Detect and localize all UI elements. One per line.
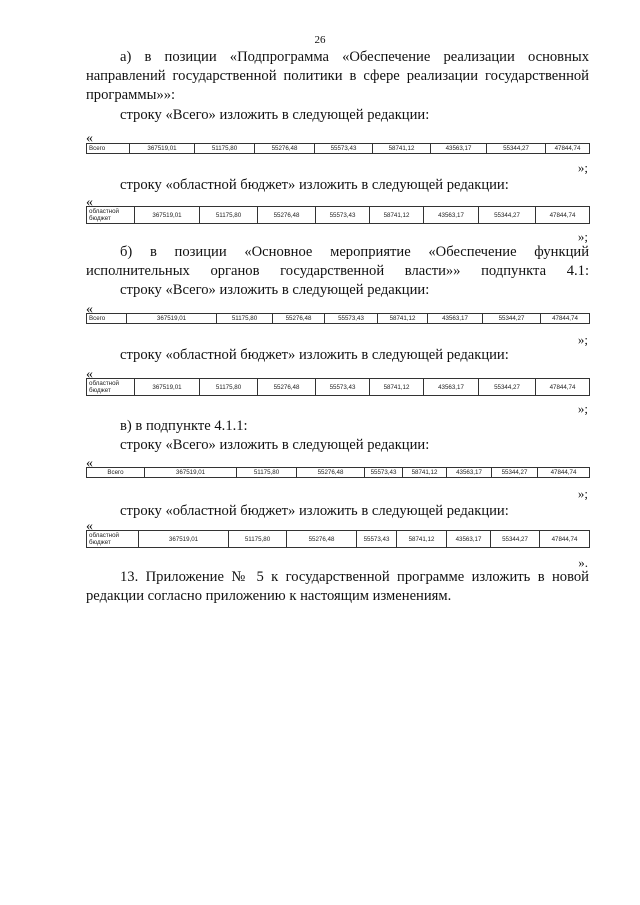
table-regional-3 xyxy=(86,530,590,548)
cell-value: 51175,80 xyxy=(217,314,273,324)
row-label: областной бюджет xyxy=(87,207,135,224)
cell-value: 55344,27 xyxy=(479,379,536,396)
close-quote-5: »; xyxy=(577,486,588,501)
item-a-text: а) в позиции «Подпрограмма «Обеспечение реализации основных направлений государственной политики в сфере реализации государственной программы»»: xyxy=(86,49,589,103)
close-quote-1: »; xyxy=(577,160,588,175)
cell-value: 55344,27 xyxy=(492,468,538,478)
cell-value: 47844,74 xyxy=(540,531,590,548)
row-label: областной бюджет xyxy=(87,531,139,548)
close-quote-4: »; xyxy=(577,401,588,416)
cell-value: 43563,17 xyxy=(431,144,487,154)
row-label: областной бюджет xyxy=(87,379,135,396)
cell-value: 58741,12 xyxy=(373,144,431,154)
regional-line-1: строку «областной бюджет» изложить в следующей редакции: xyxy=(120,177,509,193)
table-regional-2 xyxy=(86,378,590,396)
cell-value: 58741,12 xyxy=(370,379,424,396)
cell-value: 55573,43 xyxy=(325,314,378,324)
cell-value: 367519,01 xyxy=(145,468,237,478)
item-c-text: в) в подпункте 4.1.1: xyxy=(120,418,248,434)
cell-value: 55276,48 xyxy=(287,531,357,548)
cell-value: 47844,74 xyxy=(541,314,590,324)
close-quote-3: »; xyxy=(577,332,588,347)
total-line-2: строку «Всего» изложить в следующей редакции: xyxy=(120,282,430,298)
cell-value: 55344,27 xyxy=(491,531,540,548)
cell-value: 55573,43 xyxy=(316,379,370,396)
cell-value: 51175,80 xyxy=(200,207,258,224)
cell-value: 367519,01 xyxy=(139,531,229,548)
table-total-3 xyxy=(86,467,590,478)
cell-value: 55276,48 xyxy=(255,144,315,154)
cell-value: 43563,17 xyxy=(428,314,483,324)
regional-line-3: строку «областной бюджет» изложить в следующей редакции: xyxy=(120,503,509,519)
open-quote-4: « xyxy=(86,367,93,382)
open-quote-3: « xyxy=(86,302,93,317)
item-13-text: 13. Приложение № 5 к государственной программе изложить в новой редакции согласно приложению к настоящим изменениям. xyxy=(86,569,589,604)
cell-value: 47844,74 xyxy=(546,144,590,154)
cell-value: 55344,27 xyxy=(483,314,541,324)
item-b-paragraph xyxy=(86,243,589,281)
cell-value: 43563,17 xyxy=(424,379,479,396)
open-quote-2: « xyxy=(86,195,93,210)
cell-value: 55276,48 xyxy=(273,314,325,324)
close-quote-2: »; xyxy=(577,229,588,244)
cell-value: 367519,01 xyxy=(135,207,200,224)
cell-value: 47844,74 xyxy=(538,468,590,478)
cell-value: 55344,27 xyxy=(479,207,536,224)
row-label: Всего xyxy=(87,314,127,324)
open-quote-5: « xyxy=(86,456,93,471)
cell-value: 43563,17 xyxy=(447,468,492,478)
total-line-1: строку «Всего» изложить в следующей редакции: xyxy=(120,107,430,123)
cell-value: 43563,17 xyxy=(424,207,479,224)
row-label: Всего xyxy=(87,468,145,478)
row-label: Всего xyxy=(87,144,130,154)
table-regional-1 xyxy=(86,206,590,224)
cell-value: 58741,12 xyxy=(370,207,424,224)
table-total-2 xyxy=(86,313,590,324)
cell-value: 367519,01 xyxy=(130,144,195,154)
cell-value: 367519,01 xyxy=(135,379,200,396)
cell-value: 47844,74 xyxy=(536,207,590,224)
cell-value: 58741,12 xyxy=(378,314,428,324)
regional-line-2: строку «областной бюджет» изложить в следующей редакции: xyxy=(120,347,509,363)
cell-value: 55276,48 xyxy=(258,379,316,396)
cell-value: 55573,43 xyxy=(357,531,397,548)
item-a-paragraph xyxy=(86,48,589,105)
cell-value: 55344,27 xyxy=(487,144,546,154)
cell-value: 55573,43 xyxy=(365,468,403,478)
table-total-1 xyxy=(86,143,590,154)
cell-value: 51175,80 xyxy=(229,531,287,548)
item-13-paragraph xyxy=(86,568,589,606)
item-b-text: б) в позиции «Основное мероприятие «Обеспечение функций исполнительных органов государственной власти»» подпункта 4.1: xyxy=(86,244,589,279)
open-quote-1: « xyxy=(86,131,93,146)
cell-value: 55276,48 xyxy=(258,207,316,224)
cell-value: 367519,01 xyxy=(127,314,217,324)
total-line-3: строку «Всего» изложить в следующей редакции: xyxy=(120,437,430,453)
cell-value: 51175,80 xyxy=(237,468,297,478)
cell-value: 58741,12 xyxy=(397,531,447,548)
open-quote-6: « xyxy=(86,519,93,534)
page-number: 26 xyxy=(314,34,326,46)
cell-value: 58741,12 xyxy=(403,468,447,478)
cell-value: 55276,48 xyxy=(297,468,365,478)
cell-value: 51175,80 xyxy=(200,379,258,396)
cell-value: 43563,17 xyxy=(447,531,491,548)
cell-value: 55573,43 xyxy=(316,207,370,224)
cell-value: 47844,74 xyxy=(536,379,590,396)
close-quote-final: ». xyxy=(578,555,588,570)
cell-value: 55573,43 xyxy=(315,144,373,154)
cell-value: 51175,80 xyxy=(195,144,255,154)
